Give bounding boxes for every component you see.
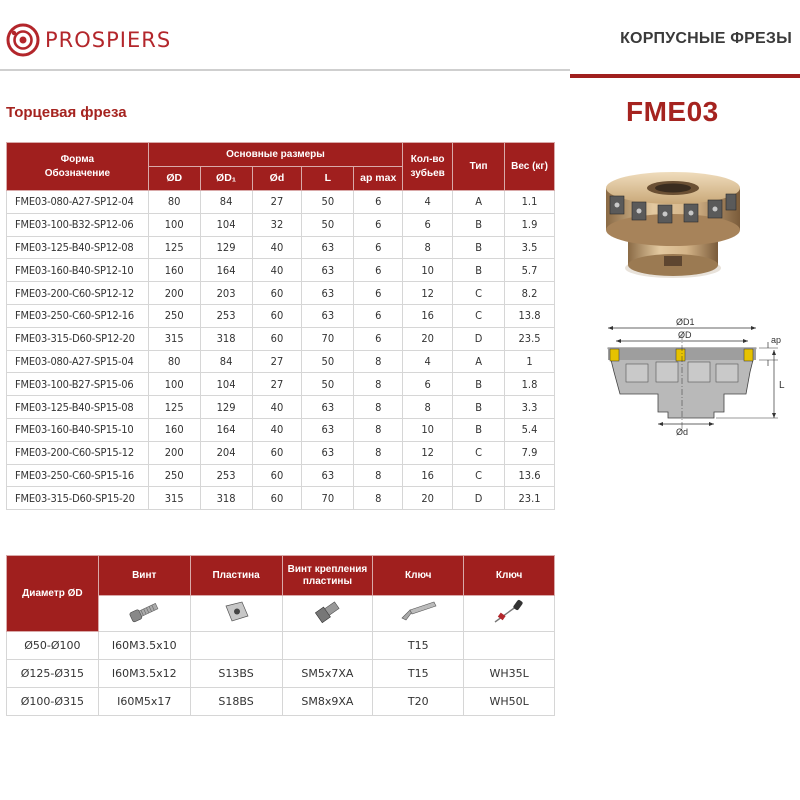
- table-cell: 60: [252, 441, 302, 464]
- col-type: Тип: [453, 143, 505, 191]
- col-d: Ød: [252, 167, 302, 191]
- col-L: L: [302, 167, 354, 191]
- table-cell: 50: [302, 373, 354, 396]
- table-cell: 250: [148, 304, 200, 327]
- category-title: КОРПУСНЫЕ ФРЕЗЫ: [620, 30, 792, 47]
- table-cell: 8.2: [505, 282, 555, 305]
- table-cell: WH35L: [464, 660, 555, 688]
- table-cell: 164: [200, 259, 252, 282]
- table-cell: 6: [354, 236, 403, 259]
- cutter-technical-drawing: [596, 314, 792, 438]
- table-row: [7, 660, 555, 688]
- col-insert: Пластина: [190, 556, 282, 596]
- col-dims-group: Основные размеры: [148, 143, 402, 167]
- brand-name: PROSPIERS: [45, 28, 172, 52]
- table-cell: C: [453, 441, 505, 464]
- table-cell: B: [453, 259, 505, 282]
- brand-logo-icon: [6, 23, 40, 57]
- col-key1: Ключ: [373, 556, 464, 596]
- table-cell: D: [453, 327, 505, 350]
- table-cell: 315: [148, 327, 200, 350]
- table-row: [7, 236, 555, 259]
- insert-icon: [218, 598, 254, 626]
- table-row: [7, 632, 555, 660]
- cell-code: FME03-100-B32-SP12-06: [7, 213, 149, 236]
- table-cell: 5.4: [505, 418, 555, 441]
- table-cell: 315: [148, 487, 200, 510]
- table-cell: 3.3: [505, 396, 555, 419]
- table-cell: 27: [252, 350, 302, 373]
- table-cell: 6: [354, 213, 403, 236]
- table-cell: 8: [354, 441, 403, 464]
- table-cell: 200: [148, 282, 200, 305]
- table-cell: T15: [373, 660, 464, 688]
- model-title: FME03: [626, 96, 719, 127]
- table-cell: 40: [252, 396, 302, 419]
- key-icon: [396, 598, 440, 626]
- page-subtitle: Торцевая фреза: [6, 104, 127, 121]
- table-cell: 50: [302, 213, 354, 236]
- table-cell: 200: [148, 441, 200, 464]
- table-cell: 50: [302, 191, 354, 214]
- table-cell: C: [453, 304, 505, 327]
- table-cell: 160: [148, 259, 200, 282]
- table-cell: 129: [200, 396, 252, 419]
- dim-D1-label: ØD1: [676, 317, 695, 327]
- table-cell: 125: [148, 396, 200, 419]
- table-cell: 40: [252, 236, 302, 259]
- clamp-screw-icon-cell: [282, 596, 373, 632]
- table-cell: A: [453, 350, 505, 373]
- table-cell: SM5x7XA: [282, 660, 373, 688]
- cell-diameter: Ø125-Ø315: [7, 660, 99, 688]
- table-cell: 6: [354, 282, 403, 305]
- cell-code: FME03-080-A27-SP15-04: [7, 350, 149, 373]
- cell-code: FME03-250-C60-SP15-16: [7, 464, 149, 487]
- table-cell: 63: [302, 441, 354, 464]
- cell-code: FME03-125-B40-SP15-08: [7, 396, 149, 419]
- cell-code: FME03-200-C60-SP12-12: [7, 282, 149, 305]
- table-cell: 8: [354, 373, 403, 396]
- col-key2: Ключ: [464, 556, 555, 596]
- dim-d-label: Ød: [676, 427, 689, 437]
- table-cell: 23.1: [505, 487, 555, 510]
- col-D: ØD: [148, 167, 200, 191]
- accessories-table: [6, 555, 555, 716]
- table-row: [7, 282, 555, 305]
- table-row: [7, 327, 555, 350]
- table-cell: 250: [148, 464, 200, 487]
- cell-diameter: Ø100-Ø315: [7, 688, 99, 716]
- table-cell: 8: [354, 464, 403, 487]
- table-cell: 70: [302, 487, 354, 510]
- table-cell: [464, 632, 555, 660]
- table-cell: 8: [403, 396, 453, 419]
- table-cell: 70: [302, 327, 354, 350]
- col-clamp-screw: Винт крепления пластины: [282, 556, 373, 596]
- table-cell: 27: [252, 191, 302, 214]
- table-cell: 10: [403, 418, 453, 441]
- table-cell: 63: [302, 418, 354, 441]
- table-row: [7, 259, 555, 282]
- table-row: [7, 464, 555, 487]
- dim-ap-label: ap: [771, 335, 782, 345]
- col-teeth: Кол-во зубьев: [403, 143, 453, 191]
- table-cell: 1: [505, 350, 555, 373]
- table-cell: 100: [148, 373, 200, 396]
- table-cell: 60: [252, 304, 302, 327]
- table-cell: C: [453, 464, 505, 487]
- cell-code: FME03-250-C60-SP12-16: [7, 304, 149, 327]
- table-cell: 8: [403, 236, 453, 259]
- table-cell: 16: [403, 464, 453, 487]
- table-cell: 5.7: [505, 259, 555, 282]
- table-cell: 318: [200, 327, 252, 350]
- table-cell: 125: [148, 236, 200, 259]
- table-cell: 12: [403, 441, 453, 464]
- col-diameter: Диаметр ØD: [7, 556, 99, 632]
- table-row: [7, 487, 555, 510]
- table-cell: 80: [148, 191, 200, 214]
- table-row: [7, 688, 555, 716]
- table-cell: 8: [354, 396, 403, 419]
- table-cell: 6: [354, 191, 403, 214]
- cell-code: FME03-080-A27-SP12-04: [7, 191, 149, 214]
- table-cell: 204: [200, 441, 252, 464]
- table-row: [7, 441, 555, 464]
- table-cell: 6: [354, 327, 403, 350]
- table-cell: 63: [302, 304, 354, 327]
- table-cell: 164: [200, 418, 252, 441]
- table-cell: 63: [302, 282, 354, 305]
- col-weight: Вес (кг): [505, 143, 555, 191]
- header-accent-bar: [570, 74, 800, 78]
- table-cell: S13BS: [190, 660, 282, 688]
- table-cell: 1.1: [505, 191, 555, 214]
- clamp-screw-icon: [309, 598, 345, 626]
- table-cell: 60: [252, 282, 302, 305]
- table-cell: 12: [403, 282, 453, 305]
- table-cell: T20: [373, 688, 464, 716]
- table-cell: 100: [148, 213, 200, 236]
- table-cell: 253: [200, 464, 252, 487]
- table-cell: 8: [354, 487, 403, 510]
- table-cell: 104: [200, 373, 252, 396]
- table-cell: 84: [200, 350, 252, 373]
- table-cell: 13.8: [505, 304, 555, 327]
- table-cell: 20: [403, 487, 453, 510]
- table-cell: 13.6: [505, 464, 555, 487]
- table-cell: 7.9: [505, 441, 555, 464]
- table-cell: 20: [403, 327, 453, 350]
- screw-icon: [124, 598, 164, 626]
- screw-icon-cell: [98, 596, 190, 632]
- table-cell: 63: [302, 464, 354, 487]
- table-cell: 6: [354, 304, 403, 327]
- table-cell: T15: [373, 632, 464, 660]
- table-row: [7, 350, 555, 373]
- table-cell: B: [453, 236, 505, 259]
- torque-key-icon: [487, 598, 531, 626]
- table-cell: 40: [252, 259, 302, 282]
- table-cell: I60M5x17: [98, 688, 190, 716]
- table-cell: S18BS: [190, 688, 282, 716]
- table-cell: [282, 632, 373, 660]
- table-cell: WH50L: [464, 688, 555, 716]
- table-cell: 40: [252, 418, 302, 441]
- table-cell: 63: [302, 259, 354, 282]
- dim-L-label: L: [779, 380, 785, 391]
- cell-code: FME03-100-B27-SP15-06: [7, 373, 149, 396]
- table-cell: 129: [200, 236, 252, 259]
- table-cell: 84: [200, 191, 252, 214]
- table-cell: 3.5: [505, 236, 555, 259]
- col-D1: ØD₁: [200, 167, 252, 191]
- table-cell: 23.5: [505, 327, 555, 350]
- header-divider: [0, 69, 570, 71]
- table-cell: 253: [200, 304, 252, 327]
- table-cell: SM8x9XA: [282, 688, 373, 716]
- table-cell: 32: [252, 213, 302, 236]
- cell-code: FME03-315-D60-SP15-20: [7, 487, 149, 510]
- milling-cutter-photo: [598, 168, 748, 280]
- table-cell: 80: [148, 350, 200, 373]
- cell-code: FME03-200-C60-SP15-12: [7, 441, 149, 464]
- table-cell: 63: [302, 236, 354, 259]
- table-cell: 8: [354, 350, 403, 373]
- table-cell: B: [453, 396, 505, 419]
- table-cell: 4: [403, 191, 453, 214]
- table-cell: 4: [403, 350, 453, 373]
- table-cell: 203: [200, 282, 252, 305]
- table-row: [7, 373, 555, 396]
- torque-key-icon-cell: [464, 596, 555, 632]
- table-cell: D: [453, 487, 505, 510]
- table-cell: B: [453, 213, 505, 236]
- table-cell: 27: [252, 373, 302, 396]
- key-icon-cell: [373, 596, 464, 632]
- brand-logo: [6, 22, 171, 58]
- table-cell: 6: [403, 373, 453, 396]
- table-row: [7, 304, 555, 327]
- col-ap: ap max: [354, 167, 403, 191]
- table-cell: 1.8: [505, 373, 555, 396]
- table-cell: 6: [354, 259, 403, 282]
- table-cell: 16: [403, 304, 453, 327]
- table-cell: 50: [302, 350, 354, 373]
- table-row: [7, 191, 555, 214]
- table-cell: 104: [200, 213, 252, 236]
- table-row: [7, 396, 555, 419]
- table-cell: B: [453, 373, 505, 396]
- insert-icon-cell: [190, 596, 282, 632]
- table-cell: B: [453, 418, 505, 441]
- table-cell: 63: [302, 396, 354, 419]
- cell-diameter: Ø50-Ø100: [7, 632, 99, 660]
- table-cell: 8: [354, 418, 403, 441]
- table-cell: 1.9: [505, 213, 555, 236]
- col-form: Форма Обозначение: [7, 143, 149, 191]
- table-cell: 10: [403, 259, 453, 282]
- cell-code: FME03-315-D60-SP12-20: [7, 327, 149, 350]
- cell-code: FME03-160-B40-SP12-10: [7, 259, 149, 282]
- table-cell: C: [453, 282, 505, 305]
- spec-table: [6, 142, 555, 510]
- col-screw: Винт: [98, 556, 190, 596]
- table-cell: I60M3.5x10: [98, 632, 190, 660]
- table-cell: A: [453, 191, 505, 214]
- table-row: [7, 418, 555, 441]
- dim-D-label: ØD: [678, 330, 692, 340]
- table-cell: I60M3.5x12: [98, 660, 190, 688]
- table-cell: 60: [252, 327, 302, 350]
- table-cell: 318: [200, 487, 252, 510]
- table-cell: 60: [252, 487, 302, 510]
- table-cell: 160: [148, 418, 200, 441]
- table-cell: 6: [403, 213, 453, 236]
- table-cell: [190, 632, 282, 660]
- table-cell: 60: [252, 464, 302, 487]
- cell-code: FME03-125-B40-SP12-08: [7, 236, 149, 259]
- table-row: [7, 213, 555, 236]
- cell-code: FME03-160-B40-SP15-10: [7, 418, 149, 441]
